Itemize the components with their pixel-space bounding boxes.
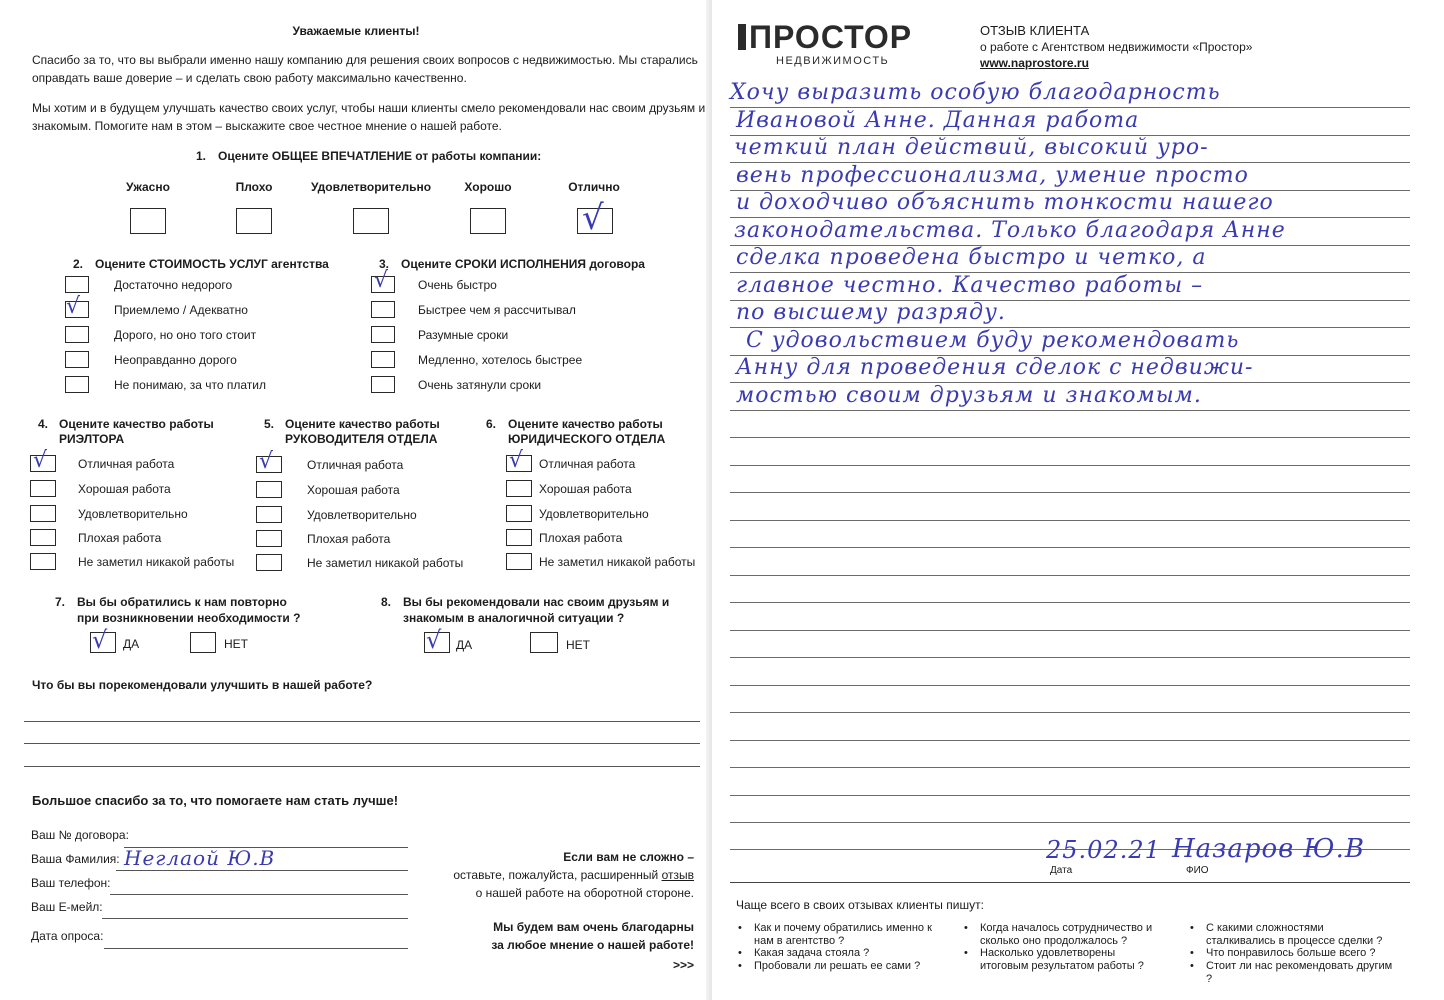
tips-title: Чаще всего в своих отзывах клиенты пишут:: [736, 898, 984, 912]
survey-page: [0, 0, 712, 1000]
q3-number: 3.: [379, 257, 390, 271]
q7-no-checkbox[interactable]: [190, 632, 216, 653]
ruled-line[interactable]: [730, 465, 1410, 466]
intro-line-2: оправдать ваше доверие – и сделать свою работу максимально качественно.: [32, 71, 467, 85]
q4-checkbox-0[interactable]: [30, 455, 56, 472]
q6-checkbox-3[interactable]: [506, 529, 532, 546]
q4-checkbox-2[interactable]: [30, 505, 56, 522]
q5-checkbox-2[interactable]: [256, 506, 282, 523]
logo-sub-text: НЕДВИЖИМОСТЬ: [776, 55, 890, 67]
q4-option-3: Плохая работа: [78, 531, 162, 545]
logo: [738, 20, 912, 67]
q5-checkbox-4[interactable]: [256, 554, 282, 571]
q4-option-0: Отличная работа: [78, 457, 175, 471]
q3-checkbox-1[interactable]: [371, 301, 395, 318]
q2-checkmark: √: [66, 294, 81, 319]
side-note-line-1: Если вам не сложно –: [563, 850, 694, 864]
q1-checkbox-0[interactable]: [130, 208, 166, 234]
q5-checkbox-1[interactable]: [256, 481, 282, 498]
review-subtitle: о работе с Агентством недвижимости «Простор»: [980, 40, 1253, 54]
q1-option-label-0: Ужасно: [126, 180, 170, 194]
q3-checkmark: √: [374, 268, 389, 293]
q2-number: 2.: [73, 257, 84, 271]
handwritten-line: Анну для проведения сделок с недвижи-: [736, 355, 1254, 380]
q2-title: Оцените СТОИМОСТЬ УСЛУГ агентства: [95, 257, 329, 271]
q1-checkbox-4[interactable]: [577, 208, 613, 234]
q6-option-0: Отличная работа: [539, 457, 636, 471]
q3-option-1: Быстрее чем я рассчитывал: [418, 303, 576, 317]
q6-checkbox-2[interactable]: [506, 505, 532, 522]
q4-title-2: РИЭЛТОРА: [59, 432, 125, 446]
handwritten-line: вень профессионализма, умение просто: [736, 163, 1249, 188]
q4-option-2: Удовлетворительно: [78, 507, 188, 521]
q3-checkbox-2[interactable]: [371, 326, 395, 343]
q6-title-2: ЮРИДИЧЕСКОГО ОТДЕЛА: [508, 432, 666, 446]
handwritten-line: и доходчиво объяснить тонкости нашего: [736, 190, 1274, 215]
q6-option-1: Хорошая работа: [539, 482, 632, 496]
q7-checkmark: √: [92, 626, 108, 654]
side-note-line-4: Мы будем вам очень благодарны: [493, 920, 694, 934]
q2-option-3: Неоправданно дорого: [114, 353, 237, 367]
q6-number: 6.: [486, 417, 497, 431]
q5-checkmark: √: [259, 449, 274, 474]
ruled-line[interactable]: [730, 602, 1410, 603]
q8-no-checkbox[interactable]: [530, 632, 558, 653]
ruled-line[interactable]: [730, 795, 1410, 796]
ruled-line[interactable]: [730, 492, 1410, 493]
improve-line-3[interactable]: [24, 766, 700, 767]
q4-option-1: Хорошая работа: [78, 482, 171, 496]
tip-item: • Когда началось сотрудничество и сколько оно продолжалось ?: [980, 922, 1160, 948]
q3-option-0: Очень быстро: [418, 278, 497, 292]
handwritten-line: по высшему разряду.: [736, 300, 1006, 325]
q8-checkmark: √: [426, 626, 442, 654]
ruled-line[interactable]: [730, 685, 1410, 686]
q6-option-4: Не заметил никакой работы: [539, 555, 696, 569]
site-link[interactable]: www.naprostore.ru: [980, 56, 1089, 70]
tip-item: • Насколько удовлетворены итоговым результатом работы ?: [980, 947, 1160, 973]
handwritten-line: мостью своим друзьям и знакомым.: [736, 383, 1202, 408]
q8-yes-checkbox[interactable]: [424, 632, 450, 653]
ruled-line[interactable]: [730, 767, 1410, 768]
q4-checkbox-4[interactable]: [30, 553, 56, 570]
side-note-line-5: за любое мнение о нашей работе!: [491, 938, 694, 952]
q4-checkbox-3[interactable]: [30, 529, 56, 546]
q6-checkbox-0[interactable]: [506, 455, 532, 472]
q2-option-4: Не понимаю, за что платил: [114, 378, 267, 392]
q3-checkbox-4[interactable]: [371, 376, 395, 393]
email-line[interactable]: [102, 918, 408, 919]
fio-caption: ФИО: [1186, 865, 1209, 876]
q5-checkbox-0[interactable]: [256, 456, 282, 473]
tip-item: • Как и почему обратились именно к нам в агентство ?: [754, 922, 944, 948]
handwritten-line: главное честно. Качество работы –: [736, 273, 1204, 298]
ruled-line[interactable]: [730, 657, 1410, 658]
q3-option-3: Медленно, хотелось быстрее: [418, 353, 583, 367]
q2-checkbox-1[interactable]: [65, 301, 89, 318]
signature-date: 25.02.21: [1046, 836, 1161, 864]
q2-option-2: Дорого, но оно того стоит: [114, 328, 257, 342]
intro-line-4: знакомым. Помогите нам в этом – выскажите свое честное мнение о нашей работе.: [32, 119, 502, 133]
logo-main-text: ПРОСТОР: [749, 19, 913, 55]
improve-line-1[interactable]: [24, 721, 700, 722]
tip-item: • Пробовали ли решать ее сами ?: [754, 960, 944, 973]
date-line[interactable]: [104, 948, 408, 949]
q1-option-label-1: Плохо: [235, 180, 273, 194]
handwritten-line: законодательства. Только благодаря Анне: [734, 218, 1286, 243]
q6-checkmark: √: [509, 448, 524, 473]
q5-option-0: Отличная работа: [307, 458, 404, 472]
q5-number: 5.: [264, 417, 275, 431]
q3-title: Оцените СРОКИ ИСПОЛНЕНИЯ договора: [401, 257, 645, 271]
contract-label: Ваш № договора:: [31, 828, 129, 842]
tip-item: • Какая задача стояла ?: [754, 947, 944, 960]
ruled-line[interactable]: [730, 520, 1410, 521]
q1-option-label-2: Удовлетворительно: [310, 180, 432, 194]
q6-option-2: Удовлетворительно: [539, 507, 649, 521]
q3-checkbox-3[interactable]: [371, 351, 395, 368]
side-note-line-2: [453, 868, 694, 882]
q1-checkbox-3[interactable]: [470, 208, 506, 234]
phone-line[interactable]: [110, 894, 408, 895]
q1-checkmark: √: [582, 198, 604, 238]
improve-question: Что бы вы порекомендовали улучшить в нашей работе?: [32, 678, 373, 692]
q1-option-label-3: Хорошо: [464, 180, 512, 194]
q1-option-label-4: Отлично: [568, 180, 620, 194]
q6-checkbox-4[interactable]: [506, 553, 532, 570]
q2-checkbox-3[interactable]: [65, 351, 89, 368]
handwritten-line: С удовольствием буду рекомендовать: [746, 328, 1240, 353]
q1-checkbox-2[interactable]: [353, 208, 389, 234]
q1-checkbox-1[interactable]: [236, 208, 272, 234]
q7-number: 7.: [55, 595, 66, 609]
ruled-line[interactable]: [730, 822, 1410, 823]
intro-line-1: Спасибо за то, что вы выбрали именно нашу компанию для решения своих вопросов с недвижимостью. Мы старались: [32, 53, 698, 67]
surname-value: Неглаой Ю.В: [124, 846, 276, 870]
greeting-heading: Уважаемые клиенты!: [292, 24, 420, 38]
email-label: Ваш Е-мейл:: [31, 900, 103, 914]
handwritten-line: Ивановой Анне. Данная работа: [736, 108, 1140, 133]
phone-label: Ваш телефон:: [31, 876, 111, 890]
q2-option-0: Достаточно недорого: [114, 278, 233, 292]
q2-checkbox-4[interactable]: [65, 376, 89, 393]
q5-title-2: РУКОВОДИТЕЛЯ ОТДЕЛА: [285, 432, 438, 446]
review-page: [712, 0, 1444, 1000]
q8-title-1: Вы бы рекомендовали нас своим друзьям и: [403, 595, 670, 609]
date-label: Дата опроса:: [31, 929, 104, 943]
surname-line[interactable]: [116, 870, 408, 871]
q4-checkmark: √: [33, 448, 48, 473]
tip-item: • Стоит ли нас рекомендовать другим ?: [1206, 960, 1396, 986]
q6-option-3: Плохая работа: [539, 531, 623, 545]
q3-checkbox-0[interactable]: [371, 276, 395, 293]
q7-title-1: Вы бы обратились к нам повторно: [77, 595, 287, 609]
arrows-indicator: >>>: [672, 958, 694, 972]
thanks-text: Большое спасибо за то, что помогаете нам стать лучше!: [32, 793, 399, 808]
review-link[interactable]: отзыв: [661, 868, 694, 882]
q2-checkbox-0[interactable]: [65, 276, 89, 293]
q7-no-label: НЕТ: [224, 637, 248, 651]
q8-yes-label: ДА: [456, 638, 473, 652]
q8-number: 8.: [381, 595, 392, 609]
q5-option-4: Не заметил никакой работы: [307, 556, 464, 570]
q8-title-2: знакомым в аналогичной ситуации ?: [403, 611, 625, 625]
q1-number: 1.: [196, 149, 207, 163]
q4-checkbox-1[interactable]: [30, 480, 56, 497]
handwritten-line: Хочу выразить особую благодарность: [730, 80, 1221, 105]
tip-item: • Что понравилось больше всего ?: [1206, 947, 1396, 960]
ruled-line[interactable]: [730, 575, 1410, 576]
q4-title-1: Оцените качество работы: [59, 417, 214, 431]
q5-option-2: Удовлетворительно: [307, 508, 417, 522]
q6-checkbox-1[interactable]: [506, 480, 532, 497]
q6-title-1: Оцените качество работы: [508, 417, 663, 431]
surname-label: Ваша Фамилия:: [31, 852, 120, 866]
handwritten-line: сделка проведена быстро и четко, а: [736, 245, 1207, 270]
side-note-line-3: о нашей работе на оборотной стороне.: [475, 886, 694, 900]
q5-checkbox-3[interactable]: [256, 530, 282, 547]
ruled-line[interactable]: [730, 547, 1410, 548]
q5-title-1: Оцените качество работы: [285, 417, 440, 431]
intro-line-3: Мы хотим и в будущем улучшать качество своих услуг, чтобы наши клиенты смело рекомендовали нас своим друзьям и: [32, 101, 706, 115]
signature-name: Назаров Ю.В: [1172, 834, 1365, 864]
ruled-line[interactable]: [730, 712, 1410, 713]
q8-no-label: НЕТ: [566, 638, 590, 652]
side-note-text: оставьте, пожалуйста, расширенный: [453, 868, 659, 882]
tip-item: • С какими сложностями сталкивались в процессе сделки ?: [1206, 922, 1396, 948]
review-title: ОТЗЫВ КЛИЕНТА: [980, 23, 1090, 38]
q2-option-1: Приемлемо / Адекватно: [114, 303, 248, 317]
q3-option-2: Разумные сроки: [418, 328, 509, 342]
ruled-line[interactable]: [730, 740, 1410, 741]
date-caption: Дата: [1050, 865, 1073, 876]
q5-option-3: Плохая работа: [307, 532, 391, 546]
ruled-line[interactable]: [730, 630, 1410, 631]
ruled-line[interactable]: [730, 410, 1410, 411]
q4-option-4: Не заметил никакой работы: [78, 555, 235, 569]
q3-option-4: Очень затянули сроки: [418, 378, 542, 392]
logo-mark-icon: [738, 24, 746, 50]
q7-yes-label: ДА: [123, 637, 140, 651]
q7-title-2: при возникновении необходимости ?: [77, 611, 301, 625]
footer-divider: [730, 882, 1410, 883]
q2-checkbox-2[interactable]: [65, 326, 89, 343]
ruled-line[interactable]: [730, 437, 1410, 438]
q1-title: Оцените ОБЩЕЕ ВПЕЧАТЛЕНИЕ от работы компании:: [218, 149, 542, 163]
q4-number: 4.: [38, 417, 49, 431]
q5-option-1: Хорошая работа: [307, 483, 400, 497]
handwritten-line: четкий план действий, высокий уро-: [734, 135, 1209, 160]
q7-yes-checkbox[interactable]: [90, 632, 116, 653]
improve-line-2[interactable]: [24, 743, 700, 744]
